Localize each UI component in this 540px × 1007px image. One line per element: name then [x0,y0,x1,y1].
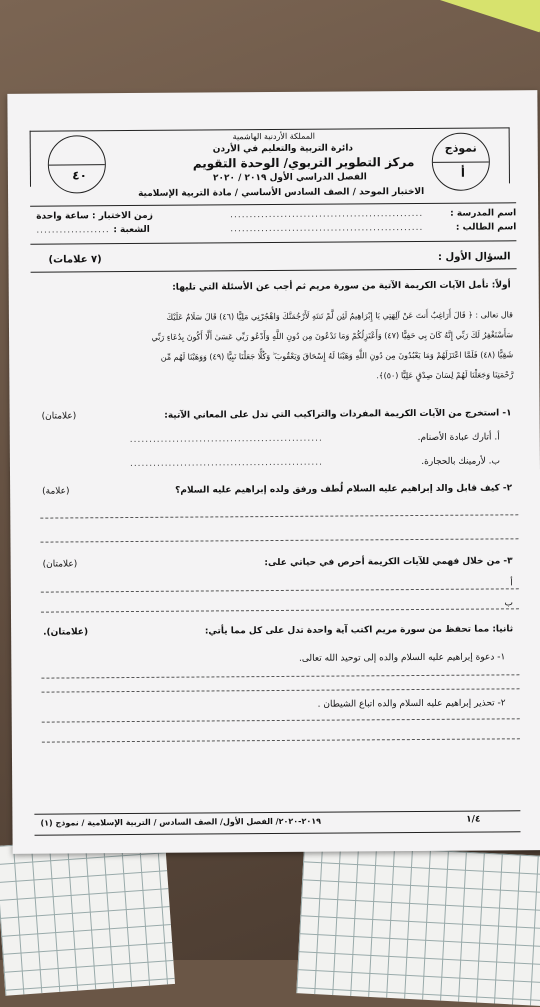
q1-divider [31,268,517,272]
sub1-b: ب. لأرمينك بالحجارة. [421,456,500,467]
sub1-a-answer[interactable]: .................................................. [129,433,323,446]
verse-line-4: رَّحْمَتِنَا وَجَعَلْنَا لَهُمْ لِسَانَ صِدْقٍ عَلِيًّا (٥٠)﴾. [376,370,514,381]
verse-line-1: قال تعالى : ﴿ قَالَ أَرَاغِبٌ أَنتَ عَنْ آلِهَتِي يَا إِبْرَاهِيمُ لَئِن لَّمْ تَنتَهِ لَأَرْجُمَنَّكَ وَاهْجُرْنِي مَلِيًّا (٤٦) قَالَ سَلَامٌ عَلَيْكَ [166,310,513,322]
school-label: اسم المدرسة : [450,208,517,219]
q2-marks: (علامتان). [43,627,89,638]
model-number: أ [460,165,465,180]
sub3-a-answer-line[interactable] [41,588,519,592]
q2-item-2: ٢- تحذير إبراهيم عليه السلام والده اتباع الشيطان . [317,698,506,710]
sub2-answer-line-1[interactable] [40,514,518,518]
verse-line-2: سَأَسْتَغْفِرُ لَكَ رَبِّي إِنَّهُ كَانَ بِي حَفِيًّا (٤٧) وَأَعْتَزِلُكُمْ وَمَا تَدْعُونَ مِن دُونِ اللَّهِ وَأَدْعُو رَبِّي عَسَىٰ أَلَّا أَكُونَ بِدُعَاءِ رَبِّي [151,330,514,342]
ministry: دائرة التربية والتعليم في الأردن [212,143,354,155]
student-label: اسم الطالب : [455,222,517,233]
q2-item-1: ١- دعوة إبراهيم عليه السلام والده إلى توحيد الله تعالى. [298,652,506,664]
q1-title: السؤال الأول : [437,251,511,263]
exam-line: الاختبار الموحد / الصف السادس الأساسي / مادة التربية الإسلامية [138,186,425,199]
center-title: مركز التطوير التربوي/ الوحدة التقويم [192,155,415,171]
sub1-b-answer[interactable]: .................................................. [129,457,324,470]
q1-intro: أولاً: تأمل الآيات الكريمة الآتية من سورة مريم ثم أجب عن الأسئلة التي تليها: [172,280,511,293]
q2-item-1-line-2[interactable] [42,688,520,692]
q2-item-1-line-1[interactable] [41,674,519,678]
q2-item-2-line-1[interactable] [42,718,520,722]
sub1-a: أ. أتارك عبادة الأصنام. [417,432,500,444]
model-circle [432,132,490,190]
sub1-marks: (علامتان) [41,411,77,422]
verse-line-3: شَقِيًّا (٤٨) فَلَمَّا اعْتَزَلَهُمْ وَمَا يَعْبُدُونَ مِن دُونِ اللَّهِ وَهَبْنَا لَهُ إِسْحَاقَ وَيَعْقُوبَ ۖ وَكُلًّا جَعَلْنَا نَبِيًّا (٤٩) وَوَهَبْنَا لَهُم مِّن [160,350,514,362]
sub3-a-label: أ [510,578,513,589]
model-label: نموذج [444,141,477,155]
sub3-b-label: ب [504,598,513,609]
grid-paper-left [0,834,175,995]
footer-box [34,810,520,835]
sub3-question: ٣- من خلال فهمي للآيات الكريمة أحرص في حياتي على: [264,556,513,569]
sub2-answer-line-2[interactable] [40,538,518,542]
semester: الفصل الدراسي الأول ٢٠١٩ / ٢٠٢٠ [212,172,367,184]
sub2-question: ٢- كيف قابل والد إبراهيم عليه السلام لُطف ورفق ولده إبراهيم عليه السلام؟ [175,483,513,496]
total-mark-circle [48,135,106,193]
fields-divider [30,240,516,244]
q2-item-2-line-2[interactable] [42,738,520,742]
page-number: ١/٤ [466,814,481,825]
student-field[interactable]: .................................................. [230,222,424,235]
school-field[interactable]: .................................................. [230,208,424,221]
q1-marks: (٧ علامات) [48,254,102,266]
exam-paper [7,90,540,854]
sub3-b-answer-line[interactable] [41,608,519,612]
footer-text: ٢٠١٩-٢٠٢٠/ الفصل الأول/ الصف السادس / التربية الإسلامية / نموذج (١) [40,816,322,828]
emblem-text: المملكة الأردنية الهاشمية [232,131,316,142]
sub2-marks: (علامة) [42,486,70,497]
section-field[interactable]: ................... [36,225,110,236]
q2-title: ثانيا: مما تحفظ من سورة مريم اكتب آية واحدة تدل على كل مما يأتي: [204,624,514,637]
time-label: زمن الاختبار : ساعة واحدة [36,210,153,222]
section-label: الشعبة : [113,224,150,236]
grid-paper-right [296,843,540,1006]
header-divider [30,202,516,206]
sub1-question: ١- استخرج من الآيات الكريمة المفردات والتراكيب التي تدل على المعاني الآتية: [164,408,512,421]
sub3-marks: (علامتان) [42,559,78,570]
total-mark: ٤٠ [72,168,87,183]
